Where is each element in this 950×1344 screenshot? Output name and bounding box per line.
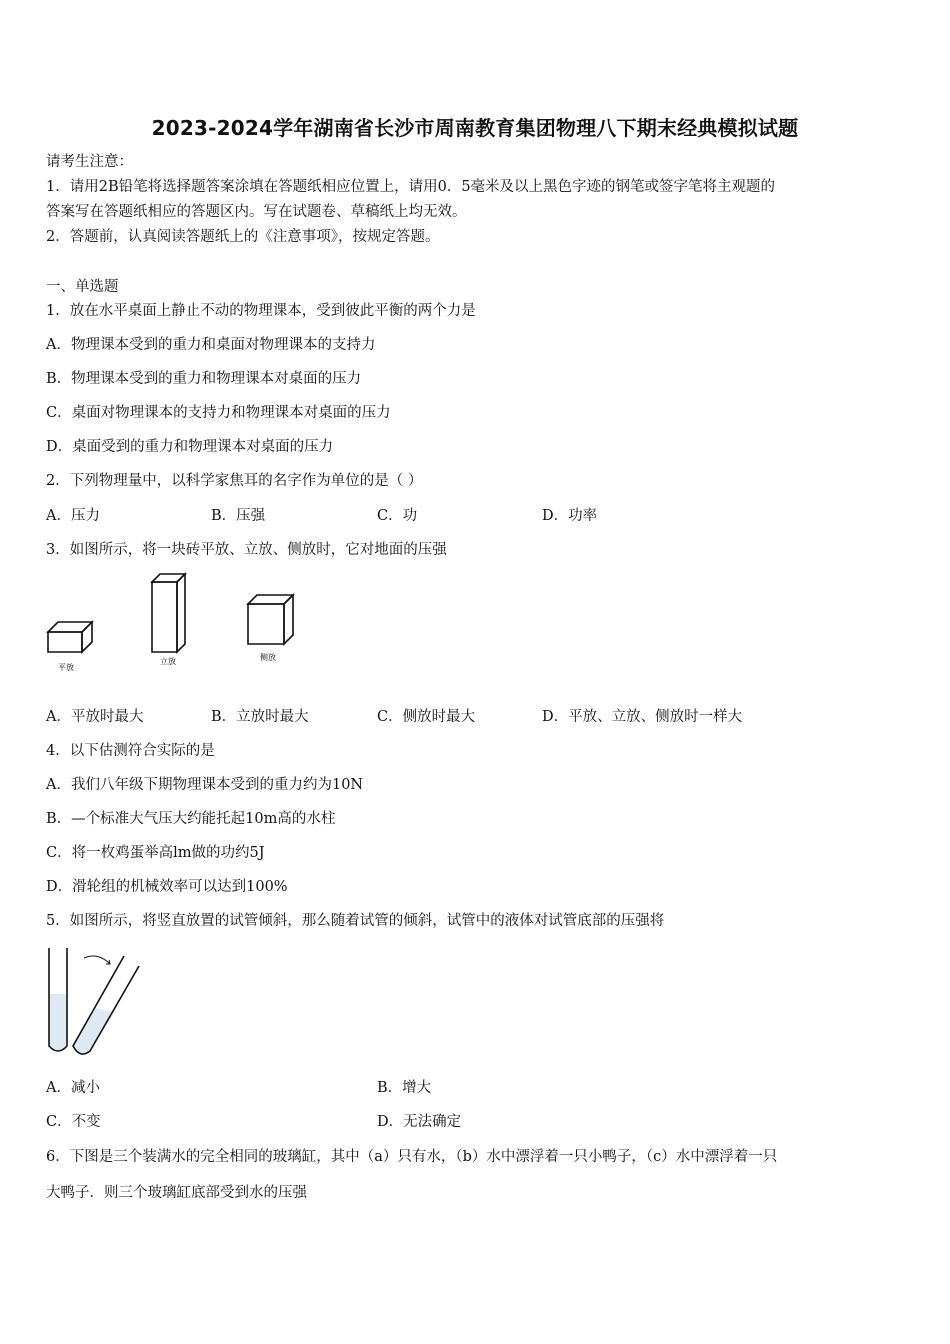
question-5-option-d: D．无法确定 — [377, 1114, 462, 1130]
brick-upright — [152, 574, 185, 652]
brick-side — [248, 595, 293, 644]
question-4-option-c: C．将一枚鸡蛋举高lm做的功约5J — [46, 845, 265, 861]
question-3-option-d: D．平放、立放、侧放时一样大 — [542, 709, 743, 725]
question-5-stem: 5．如图所示，将竖直放置的试管倾斜，那么随着试管的倾斜，试管中的液体对试管底部的压强将 — [46, 913, 665, 929]
question-4-option-d: D．滑轮组的机械效率可以达到100% — [46, 879, 288, 895]
question-5-option-a: A．减小 — [46, 1080, 100, 1096]
question-3-option-a: A．平放时最大 — [46, 709, 144, 725]
brick-upright-label: 立放 — [160, 657, 176, 666]
tilted-tube — [73, 956, 139, 1054]
question-3-option-b: B．立放时最大 — [211, 709, 309, 725]
test-tube-figure — [40, 942, 150, 1062]
question-1-option-d: D．桌面受到的重力和物理课本对桌面的压力 — [46, 439, 334, 455]
question-5-option-b: B．增大 — [377, 1080, 432, 1096]
question-4-option-a: A．我们八年级下期物理课本受到的重力约为10N — [46, 777, 364, 793]
brick-figure — [40, 566, 310, 682]
brick-side-label: 侧放 — [260, 653, 276, 662]
question-1-stem: 1．放在水平桌面上静止不动的物理课本，受到彼此平衡的两个力是 — [46, 303, 476, 319]
question-5-option-c: C．不变 — [46, 1114, 101, 1130]
arrow-icon — [84, 956, 110, 964]
question-1-option-a: A．物理课本受到的重力和桌面对物理课本的支持力 — [46, 337, 376, 353]
notice-item-1-line-2: 答案写在答题纸相应的答题区内。写在试题卷、草稿纸上均无效。 — [46, 204, 467, 220]
page-title: 2023-2024学年湖南省长沙市周南教育集团物理八下期末经典模拟试题 — [151, 116, 799, 140]
question-1-option-c: C．桌面对物理课本的支持力和物理课本对桌面的压力 — [46, 405, 391, 421]
question-3-option-c: C．侧放时最大 — [377, 709, 476, 725]
question-4-option-b: B．—个标准大气压大约能托起10m高的水柱 — [46, 811, 336, 827]
question-2-option-d: D．功率 — [542, 508, 598, 524]
brick-flat-label: 平放 — [58, 663, 74, 672]
vertical-tube — [49, 948, 67, 1051]
question-1-option-b: B．物理课本受到的重力和物理课本对桌面的压力 — [46, 371, 362, 387]
question-2-option-c: C．功 — [377, 508, 418, 524]
question-2-option-b: B．压强 — [211, 508, 266, 524]
notice-heading: 请考生注意： — [46, 154, 133, 170]
section-heading: 一、单选题 — [46, 279, 119, 295]
notice-item-1-line-1: 1．请用2B铅笔将选择题答案涂填在答题纸相应位置上，请用0．5毫米及以上黑色字迹的钢笔或签字笔将主观题的 — [46, 179, 776, 195]
brick-flat — [48, 622, 92, 652]
question-4-stem: 4．以下估测符合实际的是 — [46, 743, 215, 759]
question-2-option-a: A．压力 — [46, 508, 100, 524]
question-6-stem-line-2: 大鸭子．则三个玻璃缸底部受到水的压强 — [46, 1185, 307, 1201]
question-2-stem: 2．下列物理量中，以科学家焦耳的名字作为单位的是（ ） — [46, 473, 423, 489]
question-3-stem: 3．如图所示，将一块砖平放、立放、侧放时，它对地面的压强 — [46, 542, 447, 558]
notice-item-2: 2．答题前，认真阅读答题纸上的《注意事项》，按规定答题。 — [46, 229, 440, 245]
question-6-stem-line-1: 6．下图是三个装满水的完全相同的玻璃缸，其中（a）只有水，（b）水中漂浮着一只小鸭子，（c）水中漂浮着一只 — [46, 1149, 778, 1165]
